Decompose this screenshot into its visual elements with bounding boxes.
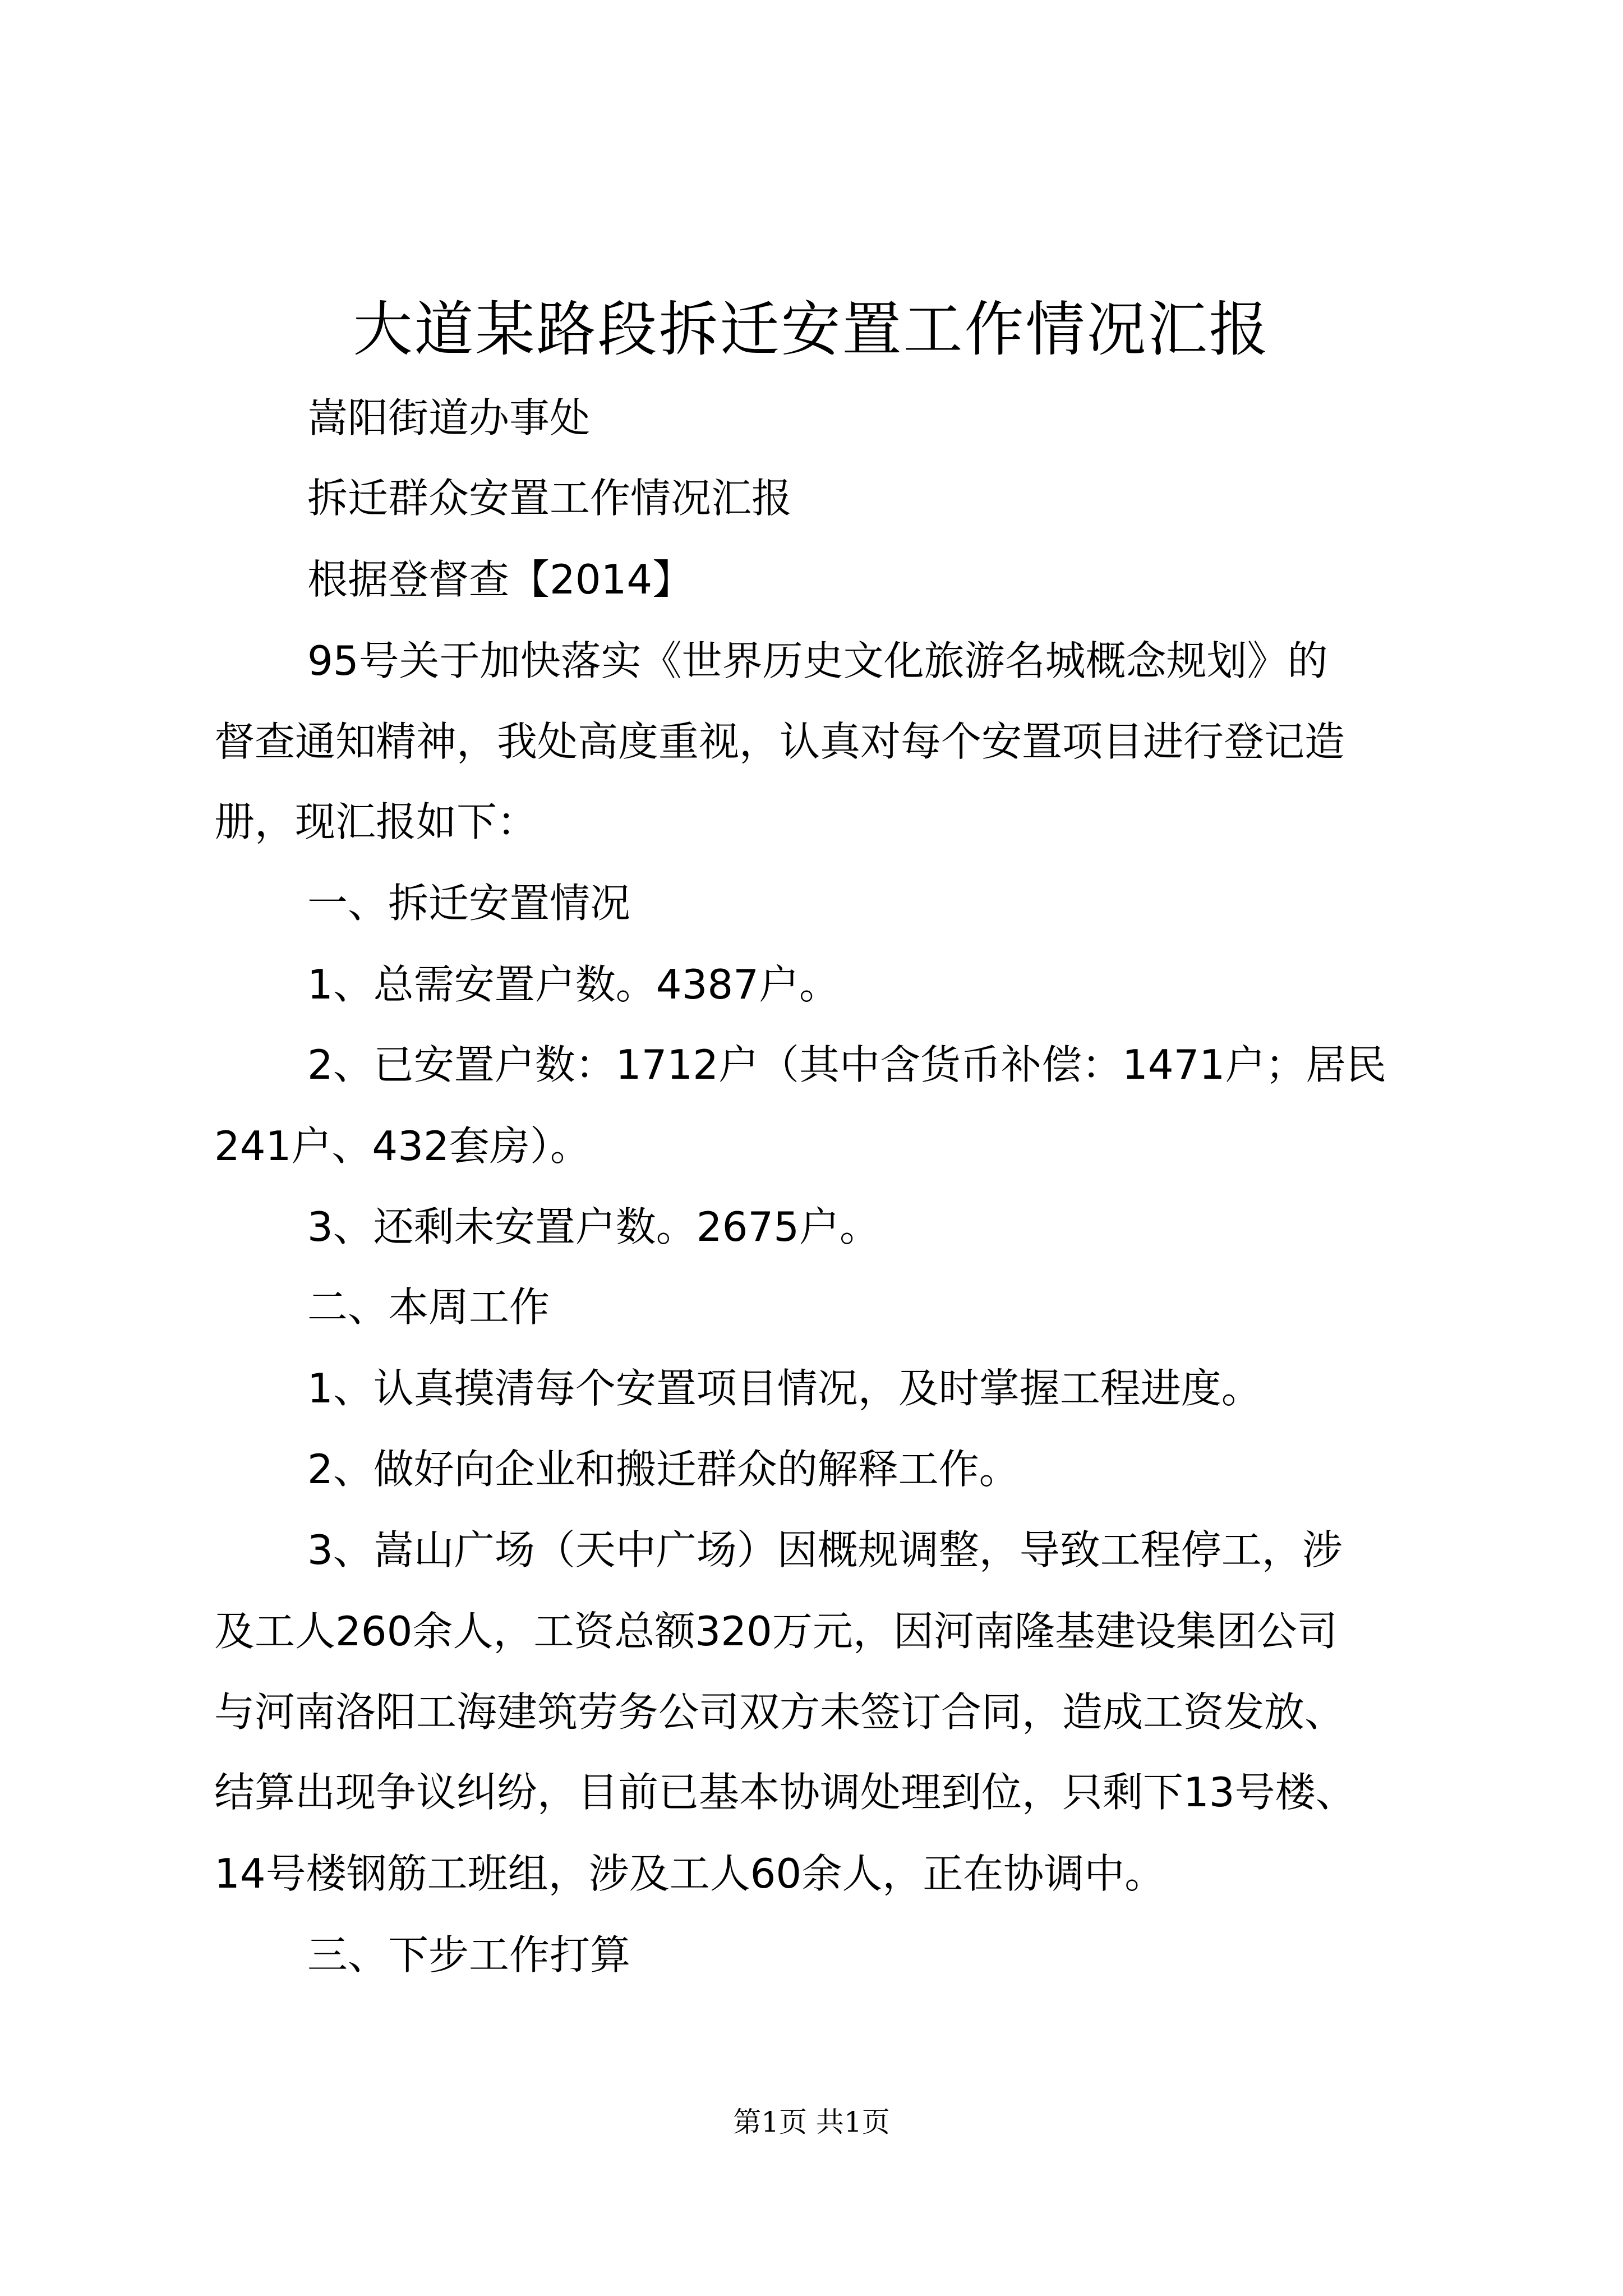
list-item-continuation: 14号楼钢筋工班组，涉及工人60余人，正在协调中。 — [214, 1850, 1165, 1897]
body-line: 根据登督查【2014】 — [307, 556, 693, 603]
list-item-continuation: 结算出现争议纠纷，目前已基本协调处理到位，只剩下13号楼、 — [214, 1769, 1356, 1816]
section-heading: 三、下步工作打算 — [307, 1931, 631, 1978]
list-item: 3、嵩山广场（天中广场）因概规调整，导致工程停工，涉 — [307, 1526, 1343, 1573]
subtitle-line: 拆迁群众安置工作情况汇报 — [307, 475, 792, 522]
section-heading: 二、本周工作 — [307, 1283, 550, 1331]
list-item: 2、做好向企业和搬迁群众的解释工作。 — [307, 1446, 1020, 1493]
list-item: 1、总需安置户数。4387户。 — [307, 961, 840, 1008]
body-line: 95号关于加快落实《世界历史文化旅游名城概念规划》的 — [307, 637, 1328, 684]
page-footer: 第1页 共1页 — [733, 2106, 890, 2138]
list-item-continuation: 241户、432套房）。 — [214, 1122, 591, 1170]
list-item: 2、已安置户数：1712户（其中含货币补偿：1471户；居民 — [307, 1041, 1387, 1088]
list-item: 1、认真摸清每个安置项目情况，及时掌握工程进度。 — [307, 1365, 1262, 1412]
list-item-continuation: 与河南洛阳工海建筑劳务公司双方未签订合同，造成工资发放、 — [214, 1688, 1345, 1736]
issuer-line: 嵩阳街道办事处 — [307, 394, 591, 441]
body-line: 册，现汇报如下： — [214, 798, 538, 845]
body-line: 督查通知精神，我处高度重视，认真对每个安置项目进行登记造 — [214, 718, 1345, 765]
list-item-continuation: 及工人260余人，工资总额320万元，因河南隆基建设集团公司 — [214, 1608, 1338, 1655]
document-title: 大道某路段拆迁安置工作情况汇报 — [353, 295, 1270, 364]
list-item: 3、还剩未安置户数。2675户。 — [307, 1203, 880, 1250]
section-heading: 一、拆迁安置情况 — [307, 880, 631, 927]
